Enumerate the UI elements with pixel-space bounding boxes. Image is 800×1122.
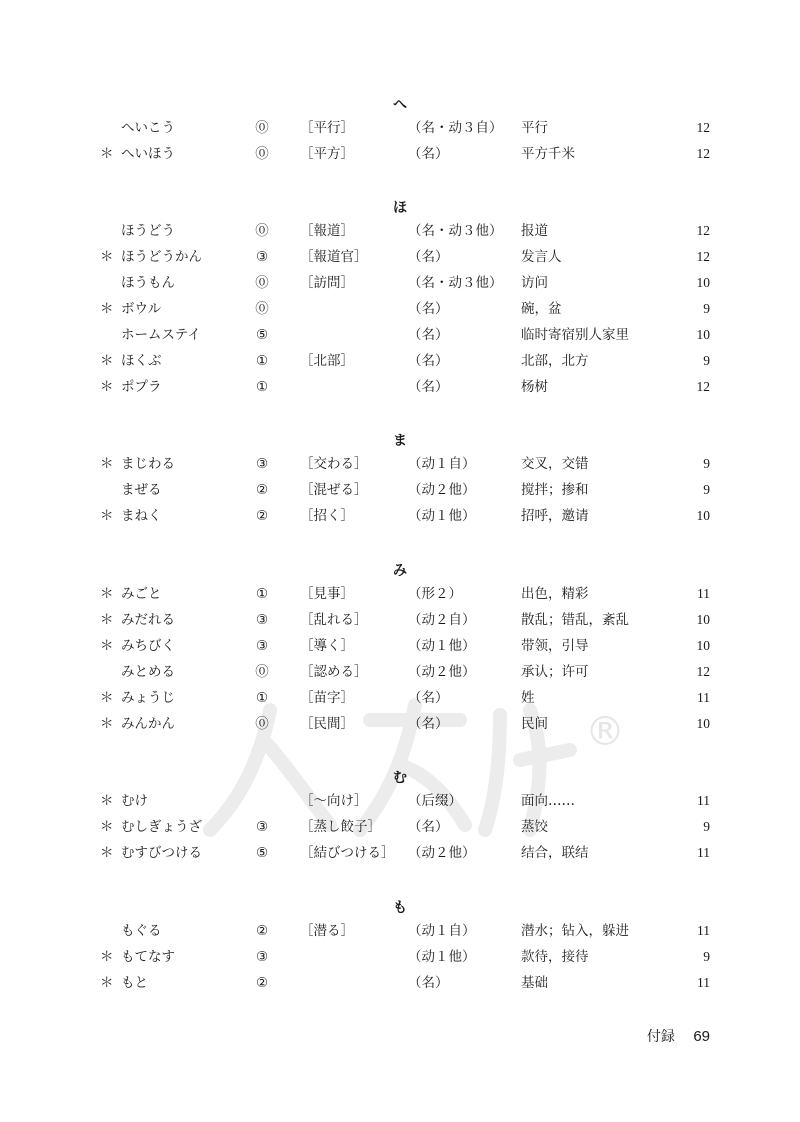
entry-part-of-speech: （动２自） <box>408 612 476 628</box>
entry-meaning: 潜水；钻入，躲进 <box>521 923 629 939</box>
entry-kana: みごと <box>121 586 162 602</box>
entry-accent: ② <box>255 482 269 498</box>
vocab-entry-row <box>0 348 800 374</box>
entry-lesson: 9 <box>703 353 710 368</box>
entry-kanji: ［訪問］ <box>300 275 354 291</box>
entry-kanji: ［導く］ <box>300 638 354 654</box>
entry-kanji: ［見事］ <box>300 586 354 602</box>
entry-meaning: 访问 <box>521 275 548 291</box>
entry-kana: ほうもん <box>121 275 175 291</box>
entry-accent: ① <box>255 690 269 706</box>
registered-mark: ® <box>585 709 625 755</box>
vocab-entry-row <box>0 711 800 737</box>
section-heading: へ <box>393 97 407 113</box>
entry-part-of-speech: （动２他） <box>408 845 476 861</box>
entry-kanji: ［混ぜる］ <box>300 482 368 498</box>
entry-kana: もぐる <box>121 923 162 939</box>
entry-kanji: ［蒸し餃子］ <box>300 819 381 835</box>
entry-kana: もと <box>121 975 148 991</box>
vocab-entry-row <box>0 944 800 970</box>
entry-accent: ⓪ <box>255 716 269 732</box>
vocab-entry-row <box>0 322 800 348</box>
page-footer <box>647 1026 710 1048</box>
entry-part-of-speech: （名） <box>408 249 449 265</box>
entry-kana: ポプラ <box>121 379 162 395</box>
entry-lesson: 9 <box>703 819 710 834</box>
section-heading: み <box>393 563 407 579</box>
entry-mark: ＊ <box>100 249 114 265</box>
entry-meaning: 碗，盆 <box>521 301 562 317</box>
entry-part-of-speech: （名） <box>408 353 449 369</box>
entry-part-of-speech: （动２他） <box>408 664 476 680</box>
entry-kana: みだれる <box>121 612 175 628</box>
entry-part-of-speech: （动１他） <box>408 638 476 654</box>
section-heading: ほ <box>393 200 407 216</box>
entry-meaning: 面向…… <box>521 793 575 809</box>
entry-part-of-speech: （名） <box>408 146 449 162</box>
entry-part-of-speech: （后缀） <box>408 793 462 809</box>
entry-lesson: 11 <box>697 975 710 990</box>
entry-mark: ＊ <box>100 716 114 732</box>
entry-lesson: 11 <box>697 845 710 860</box>
entry-lesson: 9 <box>703 949 710 964</box>
entry-accent: ① <box>255 353 269 369</box>
section-heading: む <box>393 770 407 786</box>
entry-kanji: ［認める］ <box>300 664 368 680</box>
vocab-entry-row <box>0 659 800 685</box>
entry-lesson: 12 <box>696 379 710 394</box>
entry-part-of-speech: （名） <box>408 690 449 706</box>
entry-kana: まぜる <box>121 482 162 498</box>
entry-mark: ＊ <box>100 353 114 369</box>
entry-meaning: 杨树 <box>521 379 548 395</box>
entry-meaning: 发言人 <box>521 249 562 265</box>
entry-part-of-speech: （名） <box>408 327 449 343</box>
entry-meaning: 临时寄宿别人家里 <box>521 327 629 343</box>
entry-lesson: 10 <box>696 275 710 290</box>
entry-lesson: 9 <box>703 482 710 497</box>
entry-mark: ＊ <box>100 949 114 965</box>
entry-kana: むけ <box>121 793 148 809</box>
vocab-entry-row <box>0 788 800 814</box>
entry-kana: むしぎょうざ <box>121 819 202 835</box>
entry-kana: ほくぶ <box>121 353 162 369</box>
vocab-entry-row <box>0 633 800 659</box>
entry-lesson: 10 <box>696 716 710 731</box>
entry-mark: ＊ <box>100 612 114 628</box>
entry-accent: ① <box>255 379 269 395</box>
entry-accent: ③ <box>255 638 269 654</box>
entry-mark: ＊ <box>100 690 114 706</box>
vocab-entry-row <box>0 814 800 840</box>
entry-meaning: 平方千米 <box>521 146 575 162</box>
entry-kana: もてなす <box>121 949 175 965</box>
entry-accent: ③ <box>255 249 269 265</box>
entry-kana: みょうじ <box>121 690 175 706</box>
entry-kanji: ［平行］ <box>300 120 354 136</box>
entry-meaning: 散乱；错乱，紊乱 <box>521 612 629 628</box>
vocab-entry-row <box>0 115 800 141</box>
vocab-entry-row <box>0 503 800 529</box>
entry-part-of-speech: （动１他） <box>408 508 476 524</box>
entry-kanji: ［民間］ <box>300 716 354 732</box>
entry-kana: みんかん <box>121 716 175 732</box>
entry-accent: ② <box>255 508 269 524</box>
entry-meaning: 招呼，邀请 <box>521 508 589 524</box>
entry-meaning: 民间 <box>521 716 548 732</box>
entry-part-of-speech: （形２） <box>408 586 462 602</box>
entry-kanji: ［結びつける］ <box>300 845 395 861</box>
entry-kanji: ［苗字］ <box>300 690 354 706</box>
entry-kanji: ［北部］ <box>300 353 354 369</box>
entry-lesson: 12 <box>696 223 710 238</box>
entry-mark: ＊ <box>100 301 114 317</box>
vocab-entry-row <box>0 685 800 711</box>
entry-lesson: 11 <box>697 690 710 705</box>
section-heading: も <box>393 900 407 916</box>
entry-accent: ⓪ <box>255 223 269 239</box>
entry-part-of-speech: （名・动３自） <box>408 120 503 136</box>
entry-mark: ＊ <box>100 819 114 835</box>
entry-kana: ホームステイ <box>121 327 201 343</box>
entry-mark: ＊ <box>100 975 114 991</box>
entry-meaning: 蒸饺 <box>521 819 548 835</box>
entry-kanji: ［報道］ <box>300 223 354 239</box>
entry-kanji: ［報道官］ <box>300 249 368 265</box>
entry-meaning: 带领，引导 <box>521 638 589 654</box>
entry-part-of-speech: （名・动３他） <box>408 223 503 239</box>
vocab-entry-row <box>0 970 800 996</box>
vocab-entry-row <box>0 918 800 944</box>
entry-accent: ⓪ <box>255 275 269 291</box>
vocab-entry-row <box>0 477 800 503</box>
entry-lesson: 9 <box>703 456 710 471</box>
vocab-entry-row <box>0 581 800 607</box>
entry-accent: ② <box>255 923 269 939</box>
entry-meaning: 出色，精彩 <box>521 586 589 602</box>
entry-lesson: 12 <box>696 249 710 264</box>
entry-mark: ＊ <box>100 845 114 861</box>
entry-accent: ⓪ <box>255 301 269 317</box>
entry-meaning: 报道 <box>521 223 548 239</box>
entry-lesson: 12 <box>696 120 710 135</box>
vocab-entry-row <box>0 840 800 866</box>
vocab-entry-row <box>0 451 800 477</box>
entry-accent: ⓪ <box>255 120 269 136</box>
entry-kana: まねく <box>121 508 162 524</box>
entry-accent: ③ <box>255 456 269 472</box>
entry-part-of-speech: （动１自） <box>408 923 476 939</box>
entry-accent: ③ <box>255 819 269 835</box>
entry-accent: ⑤ <box>255 845 269 861</box>
entry-meaning: 姓 <box>521 690 535 706</box>
entry-mark: ＊ <box>100 456 114 472</box>
entry-mark: ＊ <box>100 638 114 654</box>
entry-kana: ほうどう <box>121 223 175 239</box>
entry-kanji: ［平方］ <box>300 146 354 162</box>
entry-kana: ボウル <box>121 301 162 317</box>
entry-accent: ⑤ <box>255 327 269 343</box>
vocab-entry-row <box>0 374 800 400</box>
entry-kana: へいほう <box>121 146 175 162</box>
entry-lesson: 11 <box>697 586 710 601</box>
entry-kana: へいこう <box>121 120 175 136</box>
vocab-entry-row <box>0 141 800 167</box>
entry-lesson: 10 <box>696 508 710 523</box>
vocab-entry-row <box>0 218 800 244</box>
entry-part-of-speech: （名） <box>408 716 449 732</box>
entry-mark: ＊ <box>100 508 114 524</box>
entry-accent: ⓪ <box>255 664 269 680</box>
entry-kanji: ［招く］ <box>300 508 354 524</box>
entry-part-of-speech: （动１自） <box>408 456 476 472</box>
entry-lesson: 12 <box>696 664 710 679</box>
entry-meaning: 基础 <box>521 975 548 991</box>
entry-part-of-speech: （动１他） <box>408 949 476 965</box>
entry-meaning: 交叉，交错 <box>521 456 589 472</box>
entry-part-of-speech: （名） <box>408 301 449 317</box>
entry-kanji: ［～向け］ <box>300 793 368 809</box>
entry-mark: ＊ <box>100 146 114 162</box>
entry-kanji: ［乱れる］ <box>300 612 368 628</box>
entry-meaning: 款待，接待 <box>521 949 589 965</box>
entry-meaning: 搅拌；掺和 <box>521 482 589 498</box>
page-number: 69 <box>693 1028 710 1045</box>
entry-meaning: 平行 <box>521 120 548 136</box>
footer-label: 付録 <box>646 1029 675 1045</box>
entry-meaning: 承认；许可 <box>521 664 589 680</box>
entry-meaning: 北部，北方 <box>521 353 589 369</box>
entry-accent: ③ <box>255 612 269 628</box>
vocab-entry-row <box>0 296 800 322</box>
entry-part-of-speech: （名） <box>408 379 449 395</box>
section-heading: ま <box>393 433 407 449</box>
vocab-entry-row <box>0 244 800 270</box>
entry-accent: ② <box>255 975 269 991</box>
entry-lesson: 12 <box>696 146 710 161</box>
entry-mark: ＊ <box>100 379 114 395</box>
vocab-entry-row <box>0 607 800 633</box>
entry-meaning: 结合，联结 <box>521 845 589 861</box>
entry-kana: ほうどうかん <box>121 249 202 265</box>
entry-kana: まじわる <box>121 456 175 472</box>
entry-kana: むすびつける <box>121 845 202 861</box>
entry-part-of-speech: （名・动３他） <box>408 275 503 291</box>
entry-kana: みちびく <box>121 638 175 654</box>
entry-mark: ＊ <box>100 586 114 602</box>
entry-kanji: ［交わる］ <box>300 456 368 472</box>
entry-accent: ③ <box>255 949 269 965</box>
entry-lesson: 10 <box>696 612 710 627</box>
entry-part-of-speech: （动２他） <box>408 482 476 498</box>
vocab-entry-row <box>0 270 800 296</box>
entry-mark: ＊ <box>100 793 114 809</box>
entry-kanji: ［潜る］ <box>300 923 354 939</box>
entry-accent: ⓪ <box>255 146 269 162</box>
entry-part-of-speech: （名） <box>408 975 449 991</box>
entry-accent: ① <box>255 586 269 602</box>
entry-lesson: 9 <box>703 301 710 316</box>
entry-kana: みとめる <box>121 664 175 680</box>
entry-part-of-speech: （名） <box>408 819 449 835</box>
entry-lesson: 10 <box>696 327 710 342</box>
entry-lesson: 10 <box>696 638 710 653</box>
entry-lesson: 11 <box>697 923 710 938</box>
entry-lesson: 11 <box>697 793 710 808</box>
